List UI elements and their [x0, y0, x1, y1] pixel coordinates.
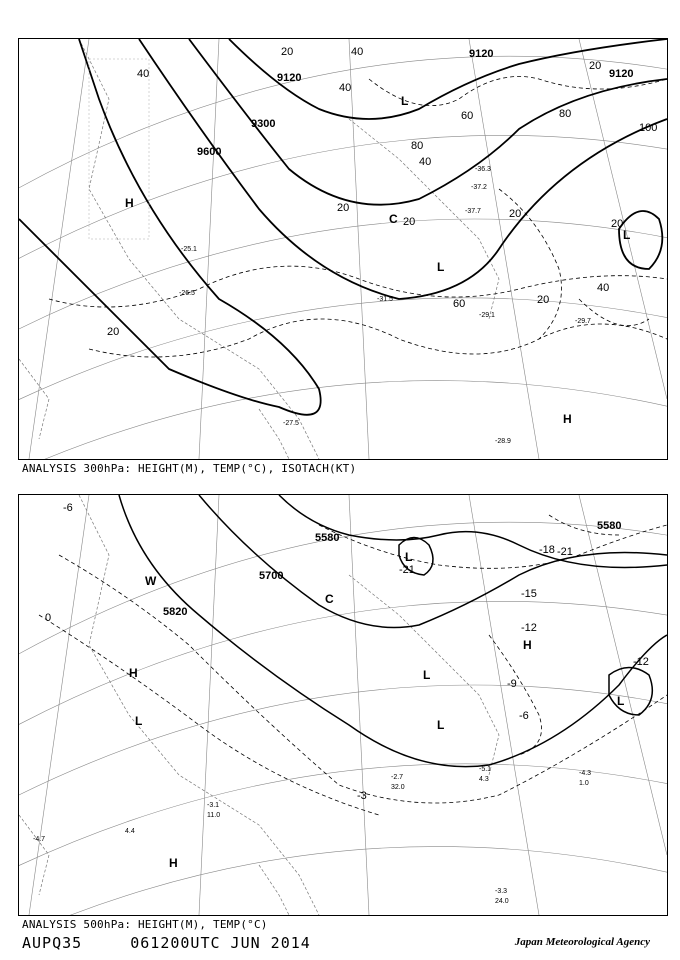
isotach-label: 40 [419, 156, 432, 168]
isotach-label: 20 [589, 60, 602, 72]
station-temp: -2.7 [391, 774, 404, 781]
agency-name: Japan Meteorological Agency [514, 936, 650, 948]
isotherm-label: -12 [521, 622, 537, 634]
height-label: 5700 [259, 570, 284, 582]
height-label: 9600 [197, 146, 222, 158]
isotherm-label: 0 [45, 612, 52, 624]
isotherm-label: -9 [507, 678, 517, 690]
height-label: 5580 [315, 532, 340, 544]
temp-labels [179, 166, 591, 445]
isotherm-label: -15 [521, 588, 537, 600]
low-center: L [405, 550, 413, 564]
map-500hpa [18, 494, 668, 916]
low-center: L [437, 260, 445, 274]
chart-datetime: 061200UTC JUN 2014 [130, 934, 311, 952]
height-contours [19, 39, 667, 415]
isotach-label: 40 [137, 68, 150, 80]
station-temp: -4.7 [33, 836, 46, 843]
temp-label: -25.1 [181, 246, 197, 253]
isotach-label: 80 [411, 140, 424, 152]
caption-300hpa: ANALYSIS 300hPa: HEIGHT(M), TEMP(°C), ISOTACH(KT) [22, 462, 357, 475]
station-temp: -4.3 [579, 770, 592, 777]
isotherm-label: -6 [519, 710, 529, 722]
isotach-label: 20 [403, 216, 416, 228]
isotach-label: 40 [351, 46, 364, 58]
temp-label: -37.2 [471, 184, 487, 191]
low-center: L [423, 668, 431, 682]
pressure-centers [125, 94, 630, 426]
station-dewpoint: 24.0 [495, 898, 509, 905]
high-center: H [169, 856, 178, 870]
station-dewpoint: 4.3 [479, 776, 489, 783]
isotherm-labels [45, 502, 649, 802]
station-dewpoint: 11.0 [207, 812, 221, 819]
isotach-label: 20 [537, 294, 550, 306]
high-center: H [129, 666, 138, 680]
low-center: L [437, 718, 445, 732]
cold-center: C [389, 212, 398, 226]
station-dewpoint: 1.0 [579, 780, 589, 787]
station-temp: -3.1 [207, 802, 220, 809]
chart-id [22, 934, 311, 952]
temp-label: -31.5 [377, 296, 393, 303]
height-label: 9120 [609, 68, 634, 80]
temp-label: -27.5 [283, 420, 299, 427]
height-contours [119, 495, 667, 767]
caption-500hpa: ANALYSIS 500hPa: HEIGHT(M), TEMP(°C) [22, 918, 268, 931]
map-500hpa-canvas [19, 495, 667, 915]
temp-label: -26.5 [179, 290, 195, 297]
station-dewpoint: 4.4 [125, 828, 135, 835]
isotach-label: 20 [107, 326, 120, 338]
isotach-label: 20 [509, 208, 522, 220]
height-label: 9120 [469, 48, 494, 60]
isotherm-label: -21 [399, 564, 415, 576]
low-center: L [617, 694, 625, 708]
height-label: 5580 [597, 520, 622, 532]
isotherm-label: -18 [539, 544, 555, 556]
height-labels [163, 520, 621, 618]
temp-label: -29.7 [575, 318, 591, 325]
isotherm-label: -12 [633, 656, 649, 668]
coastlines [19, 39, 499, 459]
station-dewpoint: 32.0 [391, 784, 405, 791]
map-300hpa [18, 38, 668, 460]
isotach-label: 20 [611, 218, 624, 230]
temp-label: -29.1 [479, 312, 495, 319]
low-center: L [135, 714, 143, 728]
low-center: L [623, 228, 631, 242]
isotherm-label: -6 [63, 502, 73, 514]
isotherm-label: -21 [557, 546, 573, 558]
station-values [33, 766, 591, 905]
chart-code: AUPQ35 [22, 934, 83, 952]
station-temp: -3.3 [495, 888, 508, 895]
isotherm-label: -3 [357, 790, 367, 802]
isotach-label: 20 [281, 46, 294, 58]
isotach-label: 40 [597, 282, 610, 294]
isotach-label: 20 [337, 202, 350, 214]
temp-label: -37.7 [465, 208, 481, 215]
isotach-label: 80 [559, 108, 572, 120]
isotach-label: 100 [639, 122, 658, 134]
map-300hpa-canvas [19, 39, 667, 459]
height-label: 9300 [251, 118, 276, 130]
station-temp: -5.1 [479, 766, 492, 773]
isotach-label: 60 [453, 298, 466, 310]
height-label: 5820 [163, 606, 188, 618]
temp-label: -36.3 [475, 166, 491, 173]
cold-center: C [325, 592, 334, 606]
warm-center: W [145, 574, 157, 588]
isotach-label: 60 [461, 110, 474, 122]
high-center: H [523, 638, 532, 652]
temp-label: -28.9 [495, 438, 511, 445]
high-center: H [563, 412, 572, 426]
isotach-label: 40 [339, 82, 352, 94]
low-center: L [401, 94, 409, 108]
height-label: 9120 [277, 72, 302, 84]
high-center: H [125, 196, 134, 210]
